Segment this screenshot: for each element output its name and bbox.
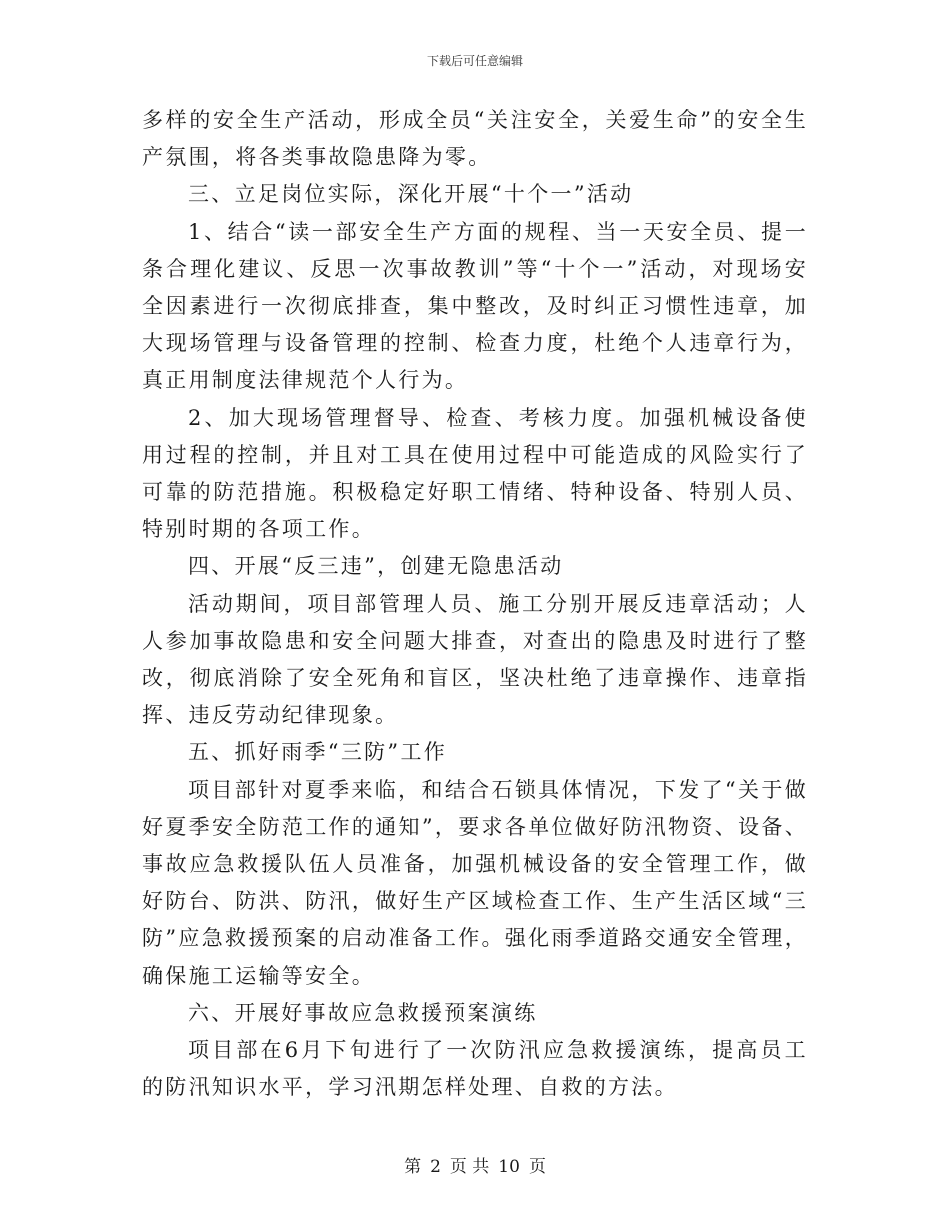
- page-header-note: 下载后可任意编辑: [426, 54, 523, 68]
- paragraph-3-1: 1、结合“读一部安全生产方面的规程、当一天安全员、提一条合理化建议、反思一次事故教训”等“十个一”活动，对现场安全因素进行一次彻底排查，集中整改，及时纠正习惯性违章，加大现场管理与设备管理的控制、检查力度，杜绝个人违章行为，真正用制度法律规范个人行为。: [142, 219, 808, 393]
- section-heading-4: 四、开展“反三违”，创建无隐患活动: [188, 554, 564, 579]
- section-heading-5: 五、抓好雨季“三防”工作: [188, 740, 448, 765]
- document-body: [142, 102, 808, 1106]
- section-heading-3: 三、立足岗位实际，深化开展“十个一”活动: [188, 182, 634, 207]
- paragraph-4: 活动期间，项目部管理人员、施工分别开展反违章活动；人人参加事故隐患和安全问题大排查，对查出的隐患及时进行了整改，彻底消除了安全死角和盲区，坚决杜绝了违章操作、违章指挥、违反劳动纪律现象。: [142, 591, 808, 728]
- page-suffix: 页: [528, 1157, 546, 1177]
- paragraph-5: 项目部针对夏季来临，和结合石锁具体情况，下发了“关于做好夏季安全防范工作的通知”，要求各单位做好防汛物资、设备、事故应急救援队伍人员准备，加强机械设备的安全管理工作，做好防台、防洪、防汛，做好生产区域检查工作、生产生活区域“三防”应急救援预案的启动准备工作。强化雨季道路交通安全管理，确保施工运输等安全。: [142, 777, 808, 988]
- paragraph-1: 多样的安全生产活动，形成全员“关注安全，关爱生命”的安全生产氛围，将各类事故隐患降为零。: [142, 108, 808, 170]
- page-number-footer: [0, 1156, 950, 1178]
- paragraph-3-2: 2、加大现场管理督导、检查、考核力度。加强机械设备使用过程的控制，并且对工具在使用过程中可能造成的风险实行了可靠的防范措施。积极稳定好职工情绪、特种设备、特别人员、特别时期的各项工作。: [142, 405, 808, 542]
- page-middle: 页 共: [449, 1157, 490, 1177]
- paragraph-6: 项目部在6月下旬进行了一次防汛应急救援演练，提高员工的防汛知识水平，学习汛期怎样处理、自救的方法。: [142, 1038, 808, 1100]
- page-total: 10: [498, 1157, 520, 1177]
- page-current: 2: [430, 1157, 441, 1177]
- section-heading-6: 六、开展好事故应急救援预案演练: [188, 1000, 538, 1025]
- page-prefix: 第: [404, 1157, 422, 1177]
